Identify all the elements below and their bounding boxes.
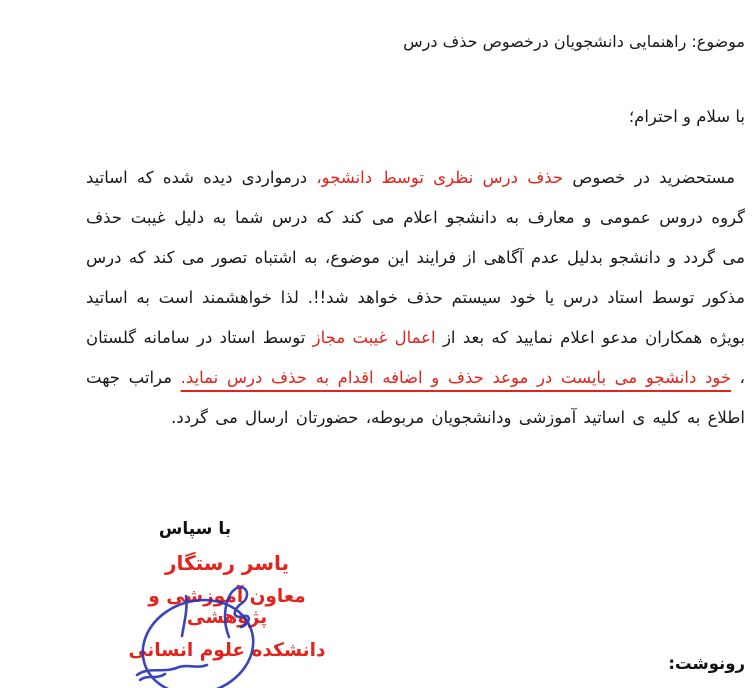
signature-block (118, 519, 336, 673)
body-segment-black: درمواردی دیده شده که اساتید گروه دروس عمومی و معارف به دانشجو اعلام می کند که درس شما به دلیل غیبت حذف می گردد و دانشجو بدلیل عدم آگاهی از فرایند این موضوع، به اشتباه تصور می کند که درس مذکور توسط استاد درس یا خود سیستم حذف خواهد شد!!. لذا خواهشمند است به اساتید بویژه همکاران مدعو اعلام نمایید که بعد از (86, 168, 745, 347)
signature-title-deputy: معاون آموزشی و پژوهشی (148, 586, 306, 628)
body-segment-black: مراتب جهت اطلاع به کلیه ی اساتید آموزشی ودانشجویان مربوطه، حضورتان ارسال می گردد. (86, 368, 745, 427)
signature-name: یاسر رستگار (164, 551, 290, 575)
greeting-line: با سلام و احترام؛ (628, 107, 745, 126)
signature-title-faculty: دانشکده علوم انسانی (128, 640, 326, 661)
cc-label: رونوشت: (668, 654, 745, 673)
body-paragraph (86, 158, 745, 438)
body-segment-red: حذف درس نظری توسط دانشجو، (316, 168, 564, 187)
subject-line: موضوع: راهنمایی دانشجویان درخصوص حذف درس (403, 32, 745, 51)
body-segment-red: اعمال غیبت مجاز (312, 328, 436, 347)
body-segment-black: توسط استاد در سامانه گلستان ، (86, 328, 745, 387)
body-segment-black: مستحضرید در خصوص (563, 168, 735, 187)
body-segment-red-underline: خود دانشجو می بایست در موعد حذف و اضافه اقدام به حذف درس نماید. (180, 368, 732, 387)
signature-thanks: با سپاس (158, 519, 232, 539)
